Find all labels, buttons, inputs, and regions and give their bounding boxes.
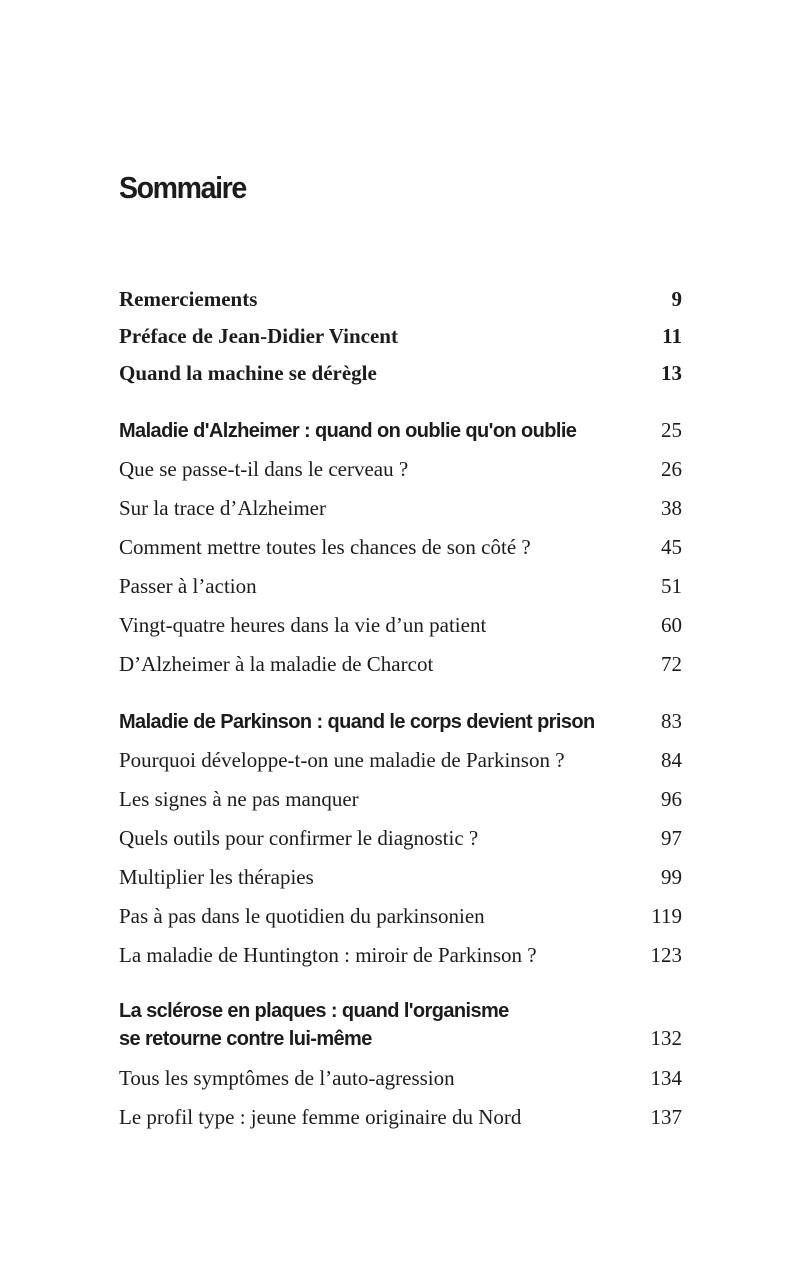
toc-entry[interactable] bbox=[119, 904, 682, 929]
toc-section-title-line1: La sclérose en plaques : quand l'organisme bbox=[119, 1000, 509, 1022]
toc-entry[interactable] bbox=[119, 652, 682, 677]
toc-entry-label: Comment mettre toutes les chances de son côté ? bbox=[119, 535, 531, 559]
toc-entry[interactable] bbox=[119, 1105, 682, 1130]
toc-entry-label: Quels outils pour confirmer le diagnostic ? bbox=[119, 826, 479, 850]
toc-entry[interactable] bbox=[119, 535, 682, 560]
toc-entry-page: 25 bbox=[661, 418, 682, 442]
toc-entry-label: Préface de Jean-Didier Vincent bbox=[119, 324, 398, 348]
toc-entry[interactable] bbox=[119, 943, 682, 968]
toc-entry-page: 72 bbox=[661, 652, 682, 676]
toc-section-title: Maladie d'Alzheimer : quand on oublie qu'on oublie bbox=[119, 420, 577, 442]
toc-entry-label: Que se passe-t-il dans le cerveau ? bbox=[119, 457, 409, 481]
toc-entry-label: Sur la trace d’Alzheimer bbox=[119, 496, 326, 520]
toc-entry-page: 134 bbox=[650, 1066, 682, 1090]
toc-entry-page: 132 bbox=[650, 1026, 682, 1050]
toc-entry-page: 84 bbox=[661, 748, 682, 772]
toc-entry-page: 83 bbox=[661, 709, 682, 733]
toc-entry[interactable] bbox=[119, 826, 682, 851]
toc-entry-page: 96 bbox=[661, 787, 682, 811]
toc-entry[interactable] bbox=[119, 457, 682, 482]
toc-entry[interactable] bbox=[119, 613, 682, 638]
toc-entry[interactable] bbox=[119, 1066, 682, 1091]
toc-entry-label: La maladie de Huntington : miroir de Parkinson ? bbox=[119, 943, 537, 967]
toc-entry-page: 9 bbox=[671, 287, 682, 311]
toc-entry-page: 60 bbox=[661, 613, 682, 637]
toc-section-title: Maladie de Parkinson : quand le corps devient prison bbox=[119, 711, 595, 733]
toc-section-title-line2: se retourne contre lui-même bbox=[119, 1028, 372, 1050]
toc-entry-page: 137 bbox=[650, 1105, 682, 1129]
toc-entry[interactable] bbox=[119, 496, 682, 521]
toc-entry-page: 51 bbox=[661, 574, 682, 598]
toc-entry-page: 99 bbox=[661, 865, 682, 889]
toc-entry-remerciements[interactable] bbox=[119, 287, 682, 312]
page-title: Sommaire bbox=[119, 170, 246, 205]
toc-entry-label: Multiplier les thérapies bbox=[119, 865, 314, 889]
toc-entry-label: Le profil type : jeune femme originaire du Nord bbox=[119, 1105, 522, 1129]
toc-entry-label: Quand la machine se dérègle bbox=[119, 361, 377, 385]
toc-entry-label: Les signes à ne pas manquer bbox=[119, 787, 359, 811]
toc-entry[interactable] bbox=[119, 574, 682, 599]
toc-entry-label: Remerciements bbox=[119, 287, 258, 311]
toc-entry-label: Tous les symptômes de l’auto-agression bbox=[119, 1066, 455, 1090]
toc-entry-page: 45 bbox=[661, 535, 682, 559]
toc-entry-label: Pourquoi développe-t-on une maladie de Parkinson ? bbox=[119, 748, 565, 772]
toc-entry-page: 13 bbox=[661, 361, 682, 385]
toc-entry-label: Pas à pas dans le quotidien du parkinsonien bbox=[119, 904, 485, 928]
toc-entry-page: 123 bbox=[650, 943, 682, 967]
toc-entry-page: 97 bbox=[661, 826, 682, 850]
toc-section-alzheimer[interactable] bbox=[119, 418, 682, 443]
toc-entry-label: D’Alzheimer à la maladie de Charcot bbox=[119, 652, 434, 676]
toc-entry[interactable] bbox=[119, 787, 682, 812]
toc-entry-page: 11 bbox=[662, 324, 682, 348]
toc-entry[interactable] bbox=[119, 865, 682, 890]
toc-entry-preface[interactable] bbox=[119, 324, 682, 349]
toc-section-sclerose[interactable] bbox=[119, 1000, 682, 1051]
toc-section-parkinson[interactable] bbox=[119, 709, 682, 734]
toc-entry-page: 119 bbox=[651, 904, 682, 928]
toc-entry-page: 38 bbox=[661, 496, 682, 520]
toc-entry-label: Vingt-quatre heures dans la vie d’un patient bbox=[119, 613, 487, 637]
toc-entry-introduction[interactable] bbox=[119, 361, 682, 386]
toc-entry[interactable] bbox=[119, 748, 682, 773]
toc-entry-label: Passer à l’action bbox=[119, 574, 257, 598]
toc-entry-page: 26 bbox=[661, 457, 682, 481]
